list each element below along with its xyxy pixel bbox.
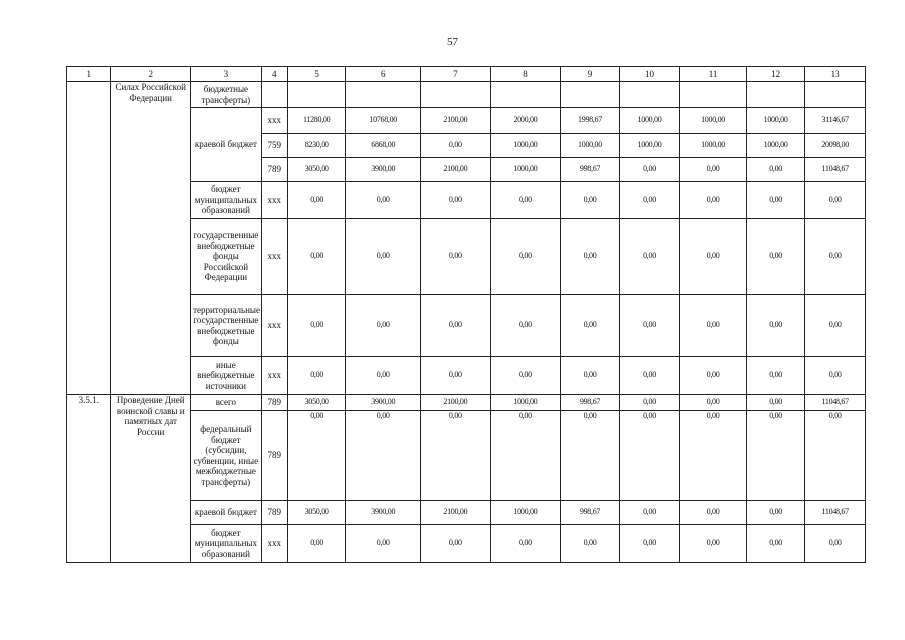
value-cell: 0,00 xyxy=(680,295,747,357)
value-cell: 0,00 xyxy=(490,219,561,295)
value-cell: 0,00 xyxy=(619,295,680,357)
value-cell xyxy=(619,82,680,108)
value-cell: 0,00 xyxy=(619,357,680,395)
budget-code: 789 xyxy=(261,158,287,182)
value-cell: 0,00 xyxy=(421,357,491,395)
value-cell: 0,00 xyxy=(805,525,866,563)
budget-code: ххх xyxy=(261,525,287,563)
column-header: 11 xyxy=(680,67,747,82)
value-cell: 0,00 xyxy=(561,295,620,357)
table-row xyxy=(67,82,866,108)
value-cell: 0,00 xyxy=(746,158,805,182)
column-header: 3 xyxy=(191,67,262,82)
value-cell: 0,00 xyxy=(346,219,421,295)
value-cell: 2100,00 xyxy=(421,108,491,134)
budget-table xyxy=(66,66,866,563)
budget-code: 789 xyxy=(261,395,287,411)
source-label: федеральный бюджет (субсидии, субвенции, иные межбюджетные трансферты) xyxy=(191,411,262,501)
value-cell: 3050,00 xyxy=(287,501,346,525)
value-cell: 0,00 xyxy=(490,295,561,357)
budget-code: ххх xyxy=(261,182,287,219)
value-cell: 0,00 xyxy=(346,357,421,395)
value-cell: 0,00 xyxy=(346,411,421,501)
value-cell: 998,67 xyxy=(561,501,620,525)
value-cell: 0,00 xyxy=(805,182,866,219)
column-header: 9 xyxy=(561,67,620,82)
budget-code: 789 xyxy=(261,501,287,525)
column-header: 1 xyxy=(67,67,111,82)
value-cell: 0,00 xyxy=(346,182,421,219)
value-cell: 10768,00 xyxy=(346,108,421,134)
value-cell: 0,00 xyxy=(746,295,805,357)
value-cell: 20098,00 xyxy=(805,134,866,158)
value-cell: 11280,00 xyxy=(287,108,346,134)
source-label: всего xyxy=(191,395,262,411)
value-cell: 0,00 xyxy=(490,525,561,563)
value-cell: 0,00 xyxy=(561,182,620,219)
column-header: 6 xyxy=(346,67,421,82)
source-label: краевой бюджет xyxy=(191,501,262,525)
value-cell: 0,00 xyxy=(746,182,805,219)
column-header: 4 xyxy=(261,67,287,82)
value-cell: 6868,00 xyxy=(346,134,421,158)
value-cell: 0,00 xyxy=(490,411,561,501)
value-cell: 0,00 xyxy=(805,357,866,395)
value-cell: 0,00 xyxy=(746,357,805,395)
value-cell xyxy=(490,82,561,108)
value-cell: 0,00 xyxy=(490,357,561,395)
value-cell: 0,00 xyxy=(619,411,680,501)
value-cell: 0,00 xyxy=(287,411,346,501)
value-cell: 1000,00 xyxy=(746,108,805,134)
value-cell: 1000,00 xyxy=(490,395,561,411)
value-cell: 0,00 xyxy=(619,501,680,525)
value-cell: 0,00 xyxy=(619,158,680,182)
value-cell: 0,00 xyxy=(421,295,491,357)
event-name: Проведение Дней воинской славы и памятных дат России xyxy=(111,395,191,563)
event-name: Силах Российской Федерации xyxy=(111,82,191,395)
value-cell: 1000,00 xyxy=(619,108,680,134)
budget-code: ххх xyxy=(261,295,287,357)
value-cell: 0,00 xyxy=(680,158,747,182)
value-cell: 0,00 xyxy=(805,411,866,501)
header-row xyxy=(67,67,866,82)
value-cell xyxy=(421,82,491,108)
column-header: 8 xyxy=(490,67,561,82)
value-cell: 0,00 xyxy=(680,357,747,395)
column-header: 7 xyxy=(421,67,491,82)
source-label: краевой бюджет xyxy=(191,108,262,182)
value-cell: 8230,00 xyxy=(287,134,346,158)
value-cell: 0,00 xyxy=(680,182,747,219)
value-cell: 3050,00 xyxy=(287,158,346,182)
value-cell: 0,00 xyxy=(287,182,346,219)
value-cell: 0,00 xyxy=(805,219,866,295)
value-cell: 0,00 xyxy=(561,219,620,295)
value-cell: 0,00 xyxy=(680,395,747,411)
value-cell: 1000,00 xyxy=(561,134,620,158)
value-cell xyxy=(805,82,866,108)
value-cell: 0,00 xyxy=(619,525,680,563)
value-cell: 1000,00 xyxy=(746,134,805,158)
value-cell: 0,00 xyxy=(346,295,421,357)
value-cell: 0,00 xyxy=(746,411,805,501)
value-cell: 2100,00 xyxy=(421,501,491,525)
value-cell: 3900,00 xyxy=(346,158,421,182)
value-cell: 0,00 xyxy=(421,219,491,295)
value-cell: 0,00 xyxy=(680,525,747,563)
value-cell: 3050,00 xyxy=(287,395,346,411)
value-cell: 0,00 xyxy=(287,295,346,357)
value-cell: 0,00 xyxy=(805,295,866,357)
value-cell: 11048,67 xyxy=(805,395,866,411)
budget-code: ххх xyxy=(261,219,287,295)
value-cell: 3900,00 xyxy=(346,395,421,411)
source-label: бюджет муниципальных образований xyxy=(191,182,262,219)
value-cell: 0,00 xyxy=(287,219,346,295)
column-header: 12 xyxy=(746,67,805,82)
value-cell: 11048,67 xyxy=(805,158,866,182)
value-cell: 0,00 xyxy=(680,219,747,295)
value-cell: 0,00 xyxy=(421,525,491,563)
value-cell: 0,00 xyxy=(680,501,747,525)
source-label: бюджет муниципальных образований xyxy=(191,525,262,563)
value-cell: 31146,67 xyxy=(805,108,866,134)
value-cell: 0,00 xyxy=(561,357,620,395)
value-cell xyxy=(287,82,346,108)
value-cell: 0,00 xyxy=(421,411,491,501)
row-number: 3.5.1. xyxy=(67,395,111,563)
column-header: 5 xyxy=(287,67,346,82)
row-number xyxy=(67,82,111,395)
budget-code: 759 xyxy=(261,134,287,158)
value-cell: 1000,00 xyxy=(680,108,747,134)
value-cell: 0,00 xyxy=(287,525,346,563)
source-label: государственные внебюджетные фонды Российской Федерации xyxy=(191,219,262,295)
table-row xyxy=(67,395,866,411)
source-label: иные внебюджетные источники xyxy=(191,357,262,395)
value-cell: 0,00 xyxy=(746,501,805,525)
column-header: 2 xyxy=(111,67,191,82)
value-cell: 998,67 xyxy=(561,158,620,182)
value-cell: 0,00 xyxy=(746,525,805,563)
value-cell: 0,00 xyxy=(287,357,346,395)
value-cell: 1000,00 xyxy=(680,134,747,158)
budget-code: ххх xyxy=(261,108,287,134)
value-cell xyxy=(680,82,747,108)
budget-code: ххх xyxy=(261,357,287,395)
value-cell: 2100,00 xyxy=(421,158,491,182)
budget-code xyxy=(261,82,287,108)
value-cell: 0,00 xyxy=(346,525,421,563)
value-cell: 0,00 xyxy=(619,395,680,411)
value-cell: 0,00 xyxy=(619,219,680,295)
value-cell: 1000,00 xyxy=(490,134,561,158)
value-cell: 0,00 xyxy=(746,395,805,411)
value-cell: 1000,00 xyxy=(619,134,680,158)
source-label: бюджетные трансферты) xyxy=(191,82,262,108)
value-cell: 0,00 xyxy=(746,219,805,295)
value-cell: 0,00 xyxy=(561,525,620,563)
value-cell: 0,00 xyxy=(421,134,491,158)
value-cell: 0,00 xyxy=(561,411,620,501)
value-cell: 1000,00 xyxy=(490,158,561,182)
value-cell: 11048,67 xyxy=(805,501,866,525)
page-number: 57 xyxy=(447,36,458,48)
value-cell: 0,00 xyxy=(490,182,561,219)
value-cell: 3900,00 xyxy=(346,501,421,525)
column-header: 13 xyxy=(805,67,866,82)
source-label: территориальные государственные внебюджетные фонды xyxy=(191,295,262,357)
value-cell xyxy=(746,82,805,108)
value-cell: 2100,00 xyxy=(421,395,491,411)
value-cell xyxy=(346,82,421,108)
column-header: 10 xyxy=(619,67,680,82)
value-cell: 1998,67 xyxy=(561,108,620,134)
value-cell: 1000,00 xyxy=(490,501,561,525)
value-cell: 0,00 xyxy=(421,182,491,219)
value-cell: 0,00 xyxy=(680,411,747,501)
value-cell xyxy=(561,82,620,108)
value-cell: 2000,00 xyxy=(490,108,561,134)
budget-code: 789 xyxy=(261,411,287,501)
value-cell: 998,67 xyxy=(561,395,620,411)
value-cell: 0,00 xyxy=(619,182,680,219)
